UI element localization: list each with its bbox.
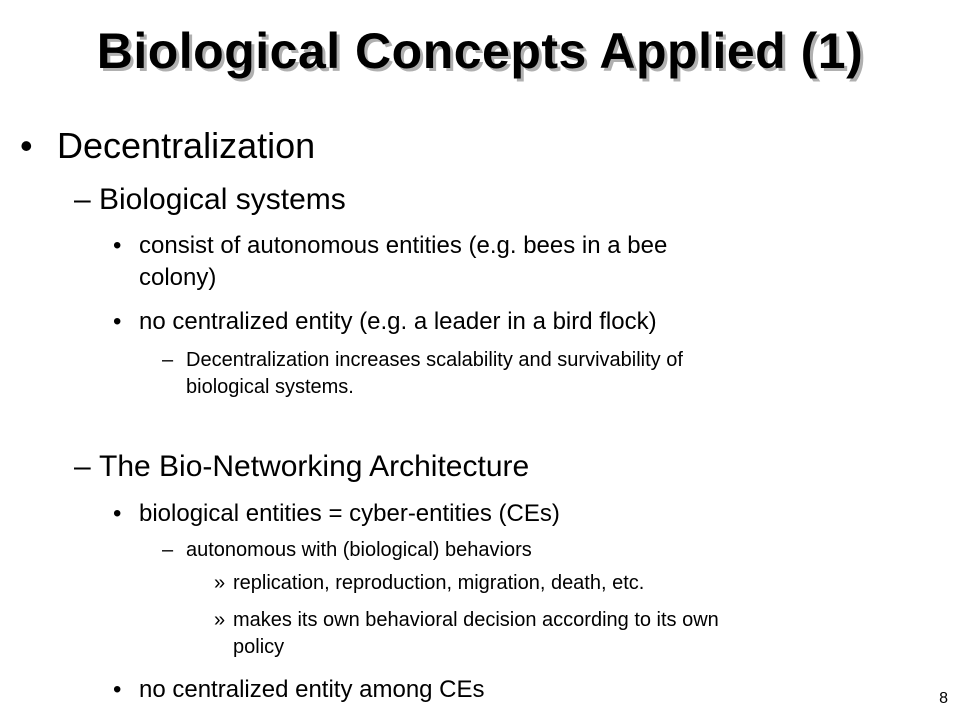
chevron-marker: » — [214, 609, 226, 631]
dash-marker: – — [74, 450, 91, 483]
chevron-marker: » — [214, 572, 226, 594]
bullet-autonomous-entities-line2: colony) — [139, 264, 217, 291]
slide-title: Biological Concepts Applied (1) — [96, 23, 864, 79]
bullet-autonomous-entities-line1: consist of autonomous entities (e.g. bees in a bee — [139, 232, 668, 259]
dash-marker: – — [162, 539, 174, 561]
bullet-marker: • — [20, 125, 33, 166]
item-behavioral-decision-line1: makes its own behavioral decision according to its own — [233, 609, 719, 631]
bullet-no-centralized-entity-among-ces: no centralized entity among CEs — [139, 676, 485, 703]
note-scalability-line2: biological systems. — [186, 376, 354, 398]
note-scalability-line1: Decentralization increases scalability and survivability of — [186, 349, 683, 371]
bullet-biological-entities: biological entities = cyber-entities (CEs) — [139, 500, 560, 527]
dash-marker: – — [74, 183, 91, 216]
bullet-marker: • — [113, 232, 122, 259]
bullet-marker: • — [113, 308, 122, 335]
bullet-decentralization: Decentralization — [57, 125, 316, 166]
item-replication: replication, reproduction, migration, death, etc. — [233, 572, 645, 594]
subheading-bio-networking-architecture: The Bio-Networking Architecture — [99, 450, 530, 483]
dash-marker: – — [162, 349, 174, 371]
note-autonomous-behaviors: autonomous with (biological) behaviors — [186, 539, 532, 561]
subheading-biological-systems: Biological systems — [99, 183, 346, 216]
bullet-no-centralized-entity: no centralized entity (e.g. a leader in a bird flock) — [139, 308, 657, 335]
bullet-marker: • — [113, 676, 122, 703]
page-number: 8 — [939, 690, 948, 707]
bullet-marker: • — [113, 500, 122, 527]
item-behavioral-decision-line2: policy — [233, 636, 285, 658]
